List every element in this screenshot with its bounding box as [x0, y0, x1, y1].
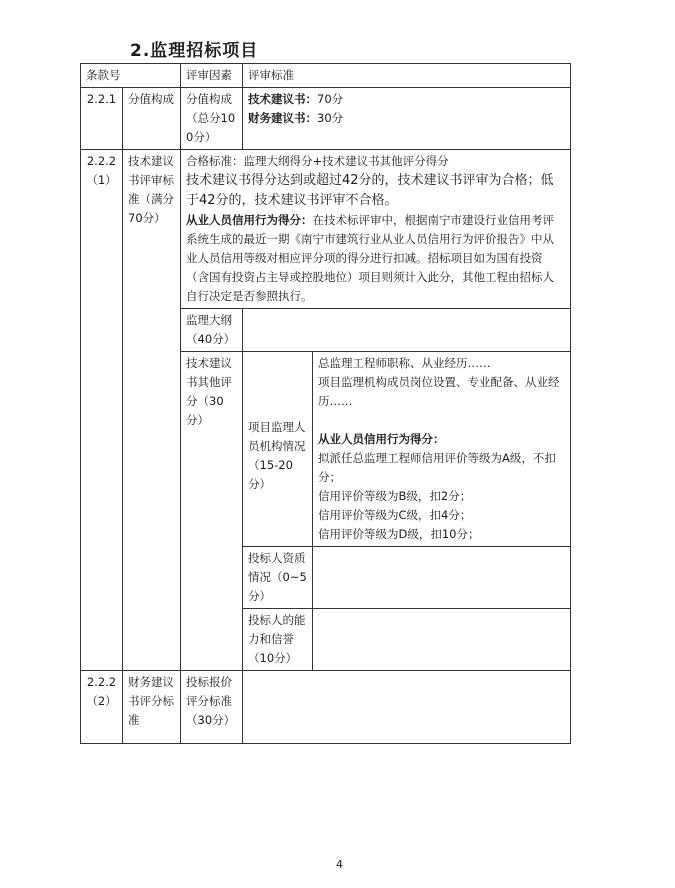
clause-cell: 2.2.2（2） — [81, 671, 123, 744]
table-row — [81, 150, 571, 309]
org-credit-label: 从业人员信用行为得分： — [318, 432, 445, 446]
pass-detail: 技术建议书得分达到或超过42分的，技术建议书评审为合格；低于42分的，技术建议书评审不合格。 — [186, 173, 554, 208]
header-factor: 评审因素 — [181, 64, 243, 88]
org-line: 总监理工程师职称、从业经历…… — [318, 356, 491, 370]
factor-cell: 技术建议书其他评分（30分） — [181, 352, 243, 671]
fin-proposal-label: 财务建议书： — [248, 111, 317, 125]
item-name-cell: 分值构成 — [123, 88, 181, 150]
item-name-cell: 技术建议书评审标准（满分70分） — [123, 150, 181, 671]
page-title: 2.监理招标项目 — [130, 41, 259, 61]
page-number: 4 — [336, 858, 343, 871]
table-row — [81, 671, 571, 744]
pass-criteria: 合格标准：监理大纲得分+技术建议书其他评分得分 — [186, 154, 449, 168]
item-name-cell: 财务建议书评分标准 — [123, 671, 181, 744]
header-standard: 评审标准 — [243, 64, 571, 88]
standard-cell — [313, 352, 571, 547]
org-credit-line: 信用评价等级为D级，扣10分； — [318, 527, 480, 541]
clause-cell: 2.2.1 — [81, 88, 123, 150]
factor-cell: 投标报价评分标准（30分） — [181, 671, 243, 744]
standard-cell — [313, 547, 571, 609]
standard-cell — [243, 671, 571, 744]
standard-cell — [243, 309, 571, 352]
credit-label: 从业人员信用行为得分： — [186, 213, 313, 227]
tech-proposal-label: 技术建议书： — [248, 92, 317, 106]
org-credit-line: 拟派任总监理工程师信用评价等级为A级，不扣分； — [318, 451, 556, 484]
sub-factor-cell: 投标人的能力和信誉（10分） — [243, 609, 313, 671]
factor-cell: 分值构成（总分100分） — [181, 88, 243, 150]
org-line: 项目监理机构成员岗位设置、专业配备、从业经历…… — [318, 375, 560, 408]
table-header-row — [81, 64, 571, 88]
org-credit-line: 信用评价等级为B级，扣2分； — [318, 489, 472, 503]
credit-text: 在技术标评审中，根据南宁市建设行业信用考评系统生成的最近一期《南宁市建筑行业从业人员信用行为评价报告》中从业人员信用等级对相应评分项的得分进行扣减。招标项目如为国有投资（含国有投资占主导或控股地位）项目则须计入此分，其他工程由招标人自行决定是否参照执行。 — [186, 213, 554, 303]
standard-cell — [243, 88, 571, 150]
standard-cell — [181, 150, 571, 309]
fin-proposal-value: 30分 — [317, 111, 344, 125]
standard-cell — [313, 609, 571, 671]
sub-factor-cell: 投标人资质情况（0~5分） — [243, 547, 313, 609]
table-row — [81, 88, 571, 150]
header-clause: 条款号 — [81, 64, 181, 88]
evaluation-table — [80, 63, 571, 744]
org-credit-line: 信用评价等级为C级，扣4分； — [318, 508, 472, 522]
tech-proposal-value: 70分 — [317, 92, 344, 106]
sub-factor-cell: 项目监理人员机构情况（15-20分） — [243, 352, 313, 547]
factor-cell: 监理大纲（40分） — [181, 309, 243, 352]
clause-cell: 2.2.2（1） — [81, 150, 123, 671]
